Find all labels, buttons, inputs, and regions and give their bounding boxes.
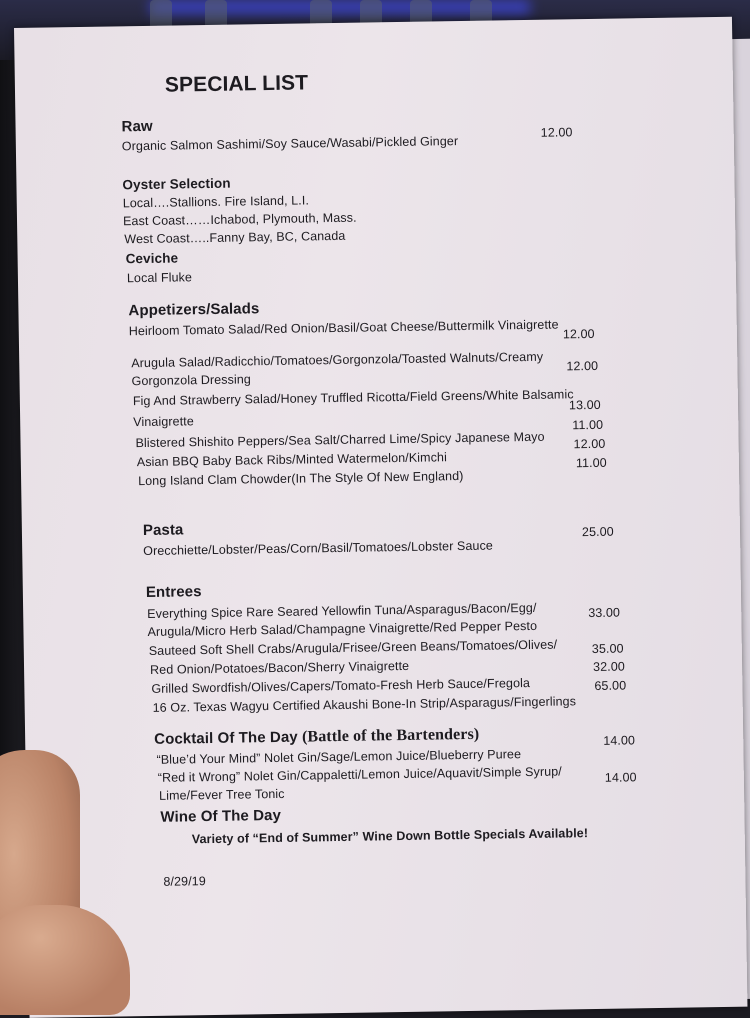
menu-item: “Red it Wrong” Nolet Gin/Cappaletti/Lemon Juice/Aquavit/Simple Syrup/ [157,764,562,785]
menu-item: Arugula/Micro Herb Salad/Champagne Vinaigrette/Red Pepper Pesto [147,618,538,639]
menu-item-price: 33.00 [588,605,621,621]
menu-item: Asian BBQ Baby Back Ribs/Minted Watermelon/Kimchi [136,450,448,470]
menu-item: Sauteed Soft Shell Crabs/Arugula/Frisee/Green Beans/Tomatoes/Olives/ [148,637,558,658]
menu-item-price: 35.00 [591,641,624,656]
oyster-line: West Coast…..Fanny Bay, BC, Canada [124,228,346,247]
menu-item-price: 11.00 [575,455,607,471]
menu-item-price: 14.00 [604,770,637,785]
menu-item: Red Onion/Potatoes/Bacon/Sherry Vinaigrette [149,658,410,677]
menu-item-price: 13.00 [568,397,601,413]
menu-item: Gorgonzola Dressing [131,372,251,389]
section-heading-oyster: Oyster Selection [122,175,231,193]
menu-item: Vinaigrette [133,414,194,430]
menu-item-price: 12.00 [540,125,573,140]
menu-item: Organic Salmon Sashimi/Soy Sauce/Wasabi/Pickled Ginger [121,134,459,154]
menu-item-price: 12.00 [562,326,595,342]
menu-item: “Blue’d Your Mind” Nolet Gin/Sage/Lemon Juice/Blueberry Puree [156,747,522,767]
cocktail-subheading: (Battle of the Bartenders) [301,725,480,746]
menu-item: Orecchiette/Lobster/Peas/Corn/Basil/Tomatoes/Lobster Sauce [143,538,494,559]
menu-item: 16 Oz. Texas Wagyu Certified Akaushi Bone-In Strip/Asparagus/Fingerlings [152,694,577,715]
section-heading-raw: Raw [121,117,153,136]
menu-item: Heirloom Tomato Salad/Red Onion/Basil/Goat Cheese/Buttermilk Vinaigrette [128,317,559,339]
menu-sheet [14,17,747,1018]
section-heading-pasta: Pasta [142,521,184,540]
section-heading-ceviche: Ceviche [125,250,179,267]
section-heading-appetizers: Appetizers/Salads [128,300,260,320]
menu-item: Fig And Strawberry Salad/Honey Truffled Ricotta/Field Greens/White Balsamic [132,387,574,409]
menu-date: 8/29/19 [163,874,206,889]
menu-item-price: 65.00 [594,678,627,693]
wine-line: Variety of “End of Summer” Wine Down Bottle Specials Available! [191,826,589,847]
menu-item: Arugula Salad/Radicchio/Tomatoes/Gorgonzola/Toasted Walnuts/Creamy [131,349,544,371]
section-heading-wine: Wine Of The Day [160,806,282,826]
menu-item: Blistered Shishito Peppers/Sea Salt/Charred Lime/Spicy Japanese Mayo [135,429,545,451]
menu-item-price: 11.00 [572,417,604,433]
menu-item-price: 32.00 [592,659,625,674]
oyster-line: East Coast……Ichabod, Plymouth, Mass. [122,210,357,229]
menu-item-price: 14.00 [603,733,636,748]
section-heading-cocktail [154,726,479,749]
menu-item-price: 12.00 [573,436,606,452]
menu-item: Lime/Fever Tree Tonic [158,786,285,803]
menu-title: SPECIAL LIST [164,71,309,97]
ceviche-line: Local Fluke [126,270,193,286]
cocktail-heading: Cocktail Of The Day [154,728,298,748]
menu-item: Everything Spice Rare Seared Yellowfin Tuna/Asparagus/Bacon/Egg/ [147,600,537,621]
menu-item-price: 25.00 [581,524,614,540]
section-heading-entrees: Entrees [145,583,202,601]
menu-item-price: 12.00 [566,358,599,374]
menu-item: Grilled Swordfish/Olives/Capers/Tomato-Fresh Herb Sauce/Fregola [151,675,531,696]
menu-item: Long Island Clam Chowder(In The Style Of New England) [138,468,464,489]
oyster-line: Local….Stallions. Fire Island, L.I. [122,193,310,211]
